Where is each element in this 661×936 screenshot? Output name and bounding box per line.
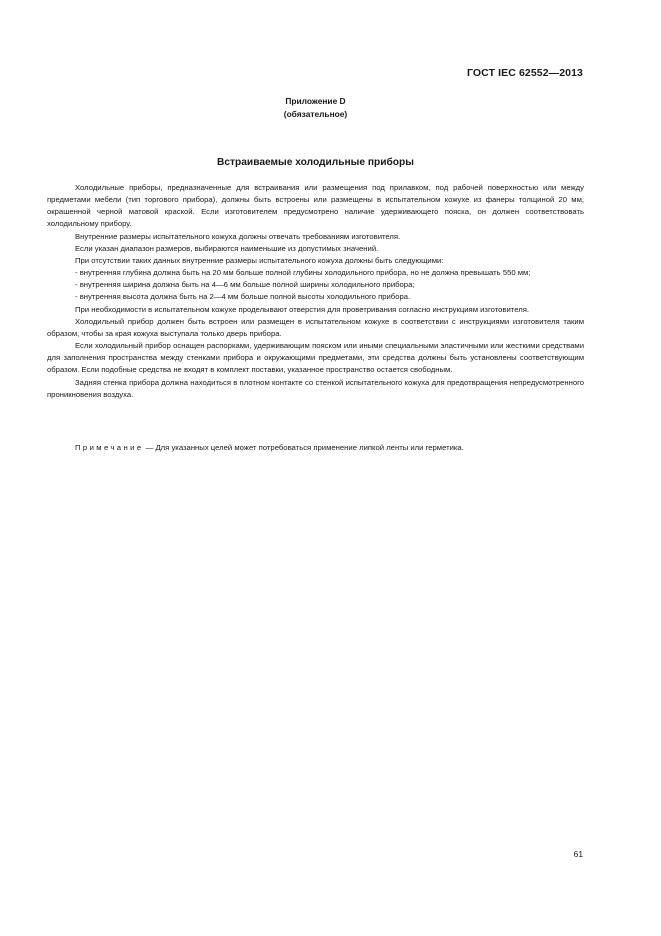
paragraph: При отсутствии таких данных внутренние размеры испытательного кожуха должны быть следующими: — [75, 255, 444, 265]
annex-title: Приложение D — [285, 96, 346, 106]
paragraph: Задняя стенка прибора должна находиться в плотном контакте со стенкой испытательного кожуха для предотвращения непредусмотренного проникновения воздуха. — [47, 377, 584, 399]
list-item: - внутренняя высота должна быть на 2—4 мм больше полной высоты холодильного прибора. — [75, 292, 411, 302]
paragraph: Внутренние размеры испытательного кожуха должны отвечать требованиям изготовителя. — [75, 231, 401, 241]
section-title: Встраиваемые холодильные приборы — [217, 157, 414, 168]
note-text: — Для указанных целей может потребоваться применение липкой ленты или герметика. — [143, 443, 464, 452]
paragraph: Холодильные приборы, предназначенные для встраивания или размещения под прилавком, под рабочей поверхностью или между предметами мебели (тип торгового прибора), должны быть встроены или размещены в испытательном кожухе из фанеры толщиной 20 мм, окрашенной черной матовой краской. Если изготовителем предусмотрено наличие удерживающего пояска, он должен соответствовать холодильному прибору. — [47, 183, 584, 229]
list-item: - внутренняя ширина должна быть на 4—6 мм больше полной ширины холодильного прибора; — [75, 280, 415, 290]
paragraph: Если указан диапазон размеров, выбираются наименьшие из допустимых значений. — [75, 243, 379, 253]
paragraph: Если холодильный прибор оснащен распорками, удерживающим пояском или иными специальными эластичными или жесткими средствами для заполнения пространства между стенками прибора и окружающими предметами, эти средства должны быть установлены соответствующим образом. Если подобные средства не входят в комплект поставки, указанное пространство остается свободным. — [47, 341, 584, 375]
annex-status: (обязательное) — [283, 109, 348, 119]
paragraph: При необходимости в испытательном кожухе проделывают отверстия для проветривания согласно инструкциям изготовителя. — [75, 304, 530, 314]
list-item: - внутренняя глубина должна быть на 20 мм больше полной глубины холодильного прибора, но не должна превышать 550 мм; — [75, 268, 531, 278]
paragraph: Холодильный прибор должен быть встроен или размещен в испытательном кожухе в соответствии с инструкциями изготовителя таким образом, чтобы за края кожуха выступала только дверь прибора. — [47, 316, 584, 338]
page-number: 61 — [573, 849, 583, 859]
standard-code: ГОСТ IEC 62552—2013 — [466, 67, 583, 79]
note — [47, 442, 584, 454]
note-label: Примечание — [75, 443, 144, 452]
body-text — [47, 182, 584, 401]
